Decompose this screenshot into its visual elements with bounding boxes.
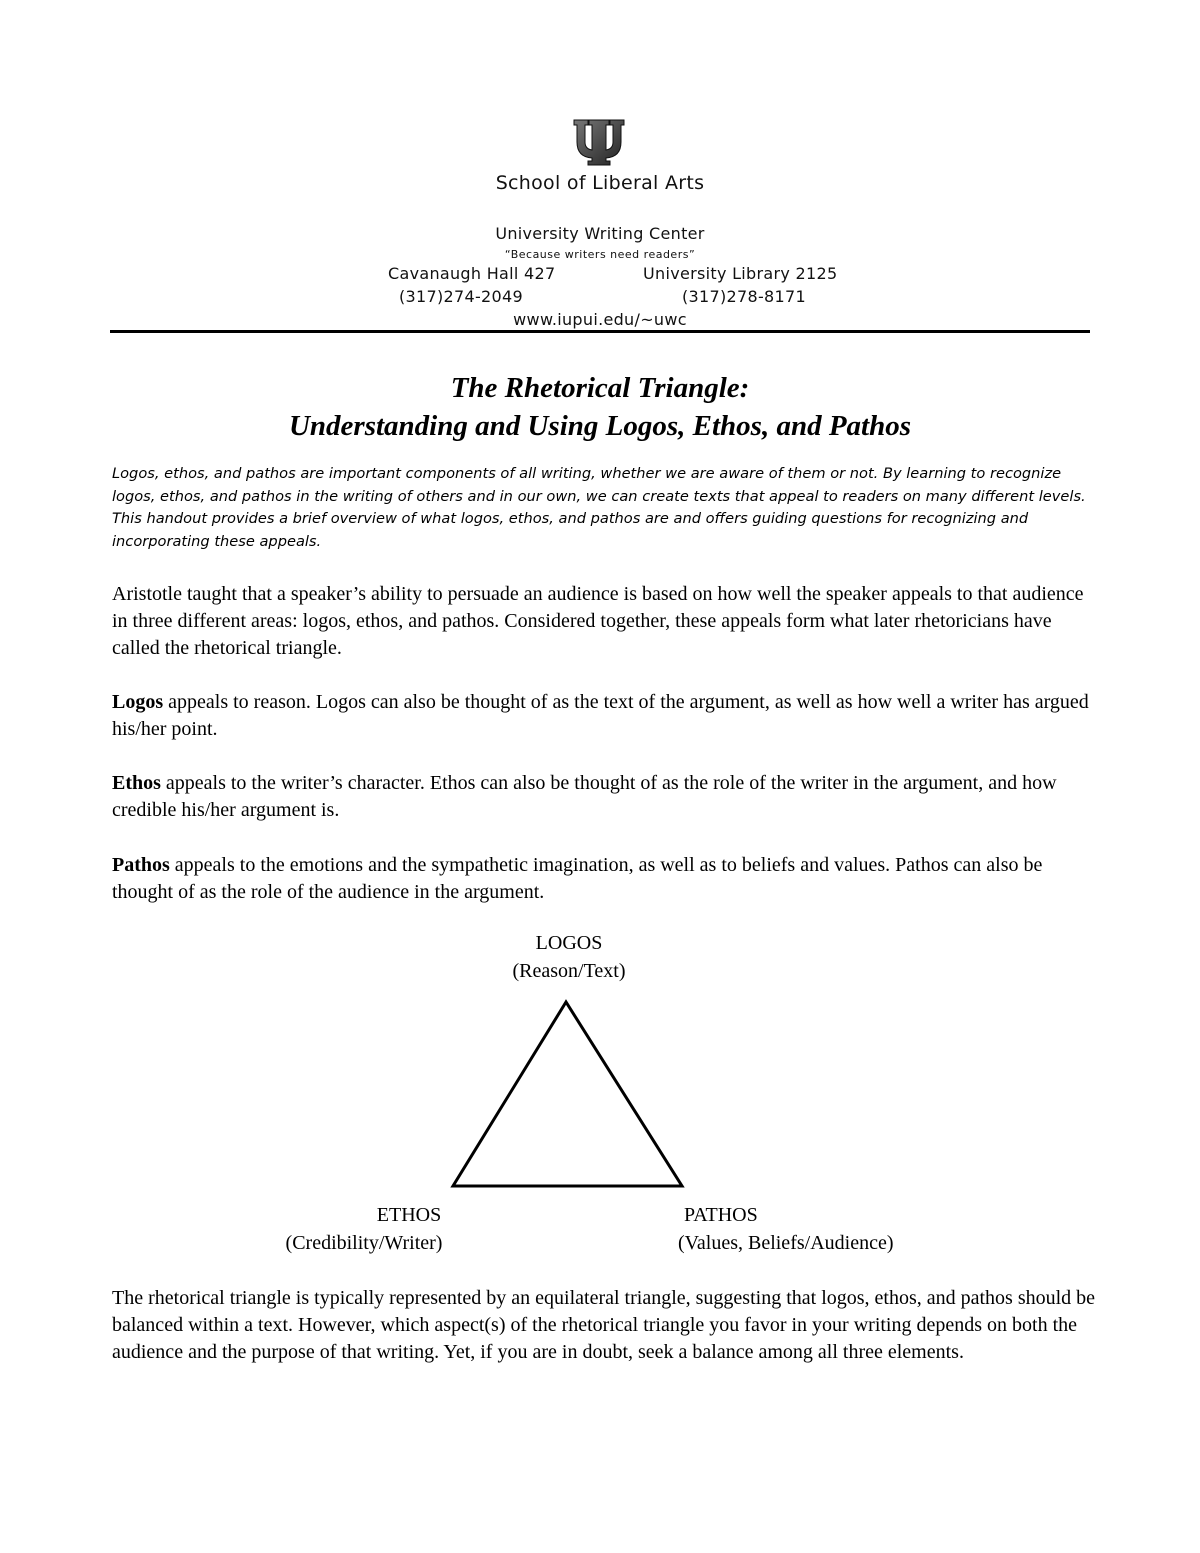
ethos-label: ETHOS — [376, 1204, 442, 1226]
triangle-shape — [453, 1002, 682, 1186]
ethos-term: Ethos — [112, 772, 161, 794]
pathos-label: PATHOS — [684, 1204, 758, 1226]
logos-paragraph — [112, 689, 1097, 743]
address-library: University Library 2125 — [643, 264, 838, 283]
page-subtitle: Understanding and Using Logos, Ethos, and Pathos — [288, 410, 912, 442]
website-link[interactable]: www.iupui.edu/~uwc — [513, 310, 687, 329]
address-cavanaugh: Cavanaugh Hall 427 — [388, 264, 556, 283]
logos-term: Logos — [112, 691, 164, 713]
header-divider — [110, 330, 1090, 333]
ethos-paragraph — [112, 770, 1097, 824]
rhetorical-triangle — [440, 995, 700, 1195]
phone-cavanaugh: (317)274-2049 — [399, 287, 523, 306]
university-logo — [570, 116, 628, 166]
pathos-term: Pathos — [112, 854, 170, 876]
ethos-sublabel: (Credibility/Writer) — [285, 1232, 443, 1254]
ethos-text: appeals to the writer’s character. Ethos can also be thought of as the role of the writer in the argument, and how credible his/her argument is. — [112, 772, 1057, 821]
page-title: The Rhetorical Triangle: — [450, 372, 750, 404]
logos-label: LOGOS — [535, 932, 603, 954]
school-name: School of Liberal Arts — [495, 172, 705, 194]
conclusion-paragraph: The rhetorical triangle is typically represented by an equilateral triangle, suggesting that logos, ethos, and pathos should be balanced within a text. However, which aspect(s) of the rhetorical triangle you favor in your writing depends on both the audience and the purpose of that writing. Yet, if you are in doubt, seek a balance among all three elements. — [112, 1287, 1096, 1363]
writing-center-name: University Writing Center — [495, 224, 705, 243]
phone-library: (317)278-8171 — [682, 287, 806, 306]
aristotle-paragraph: Aristotle taught that a speaker’s ability to persuade an audience is based on how well the speaker appeals to that audience in three different areas: logos, ethos, and pathos. Considered together, these appeals form what later rhetoricians have called the rhetorical triangle. — [112, 583, 1084, 659]
pathos-text: appeals to the emotions and the sympathetic imagination, as well as to beliefs and values. Pathos can also be thought of as the role of the audience in the argument. — [112, 854, 1043, 903]
logos-text: appeals to reason. Logos can also be thought of as the text of the argument, as well as how well a writer has argued his/her point. — [112, 691, 1089, 740]
tagline: “Because writers need readers” — [504, 248, 696, 261]
logos-sublabel: (Reason/Text) — [512, 960, 626, 982]
pathos-sublabel: (Values, Beliefs/Audience) — [678, 1232, 894, 1254]
intro-paragraph: Logos, ethos, and pathos are important components of all writing, whether we are aware of them or not. By learning to recognize logos, ethos, and pathos in the writing of others and in our own, we can create texts that appeal to readers on many different levels. This handout provides a brief overview of what logos, ethos, and pathos are and offers guiding questions for recognizing and incorporating these appeals. — [112, 465, 1086, 550]
pathos-paragraph — [112, 852, 1097, 906]
